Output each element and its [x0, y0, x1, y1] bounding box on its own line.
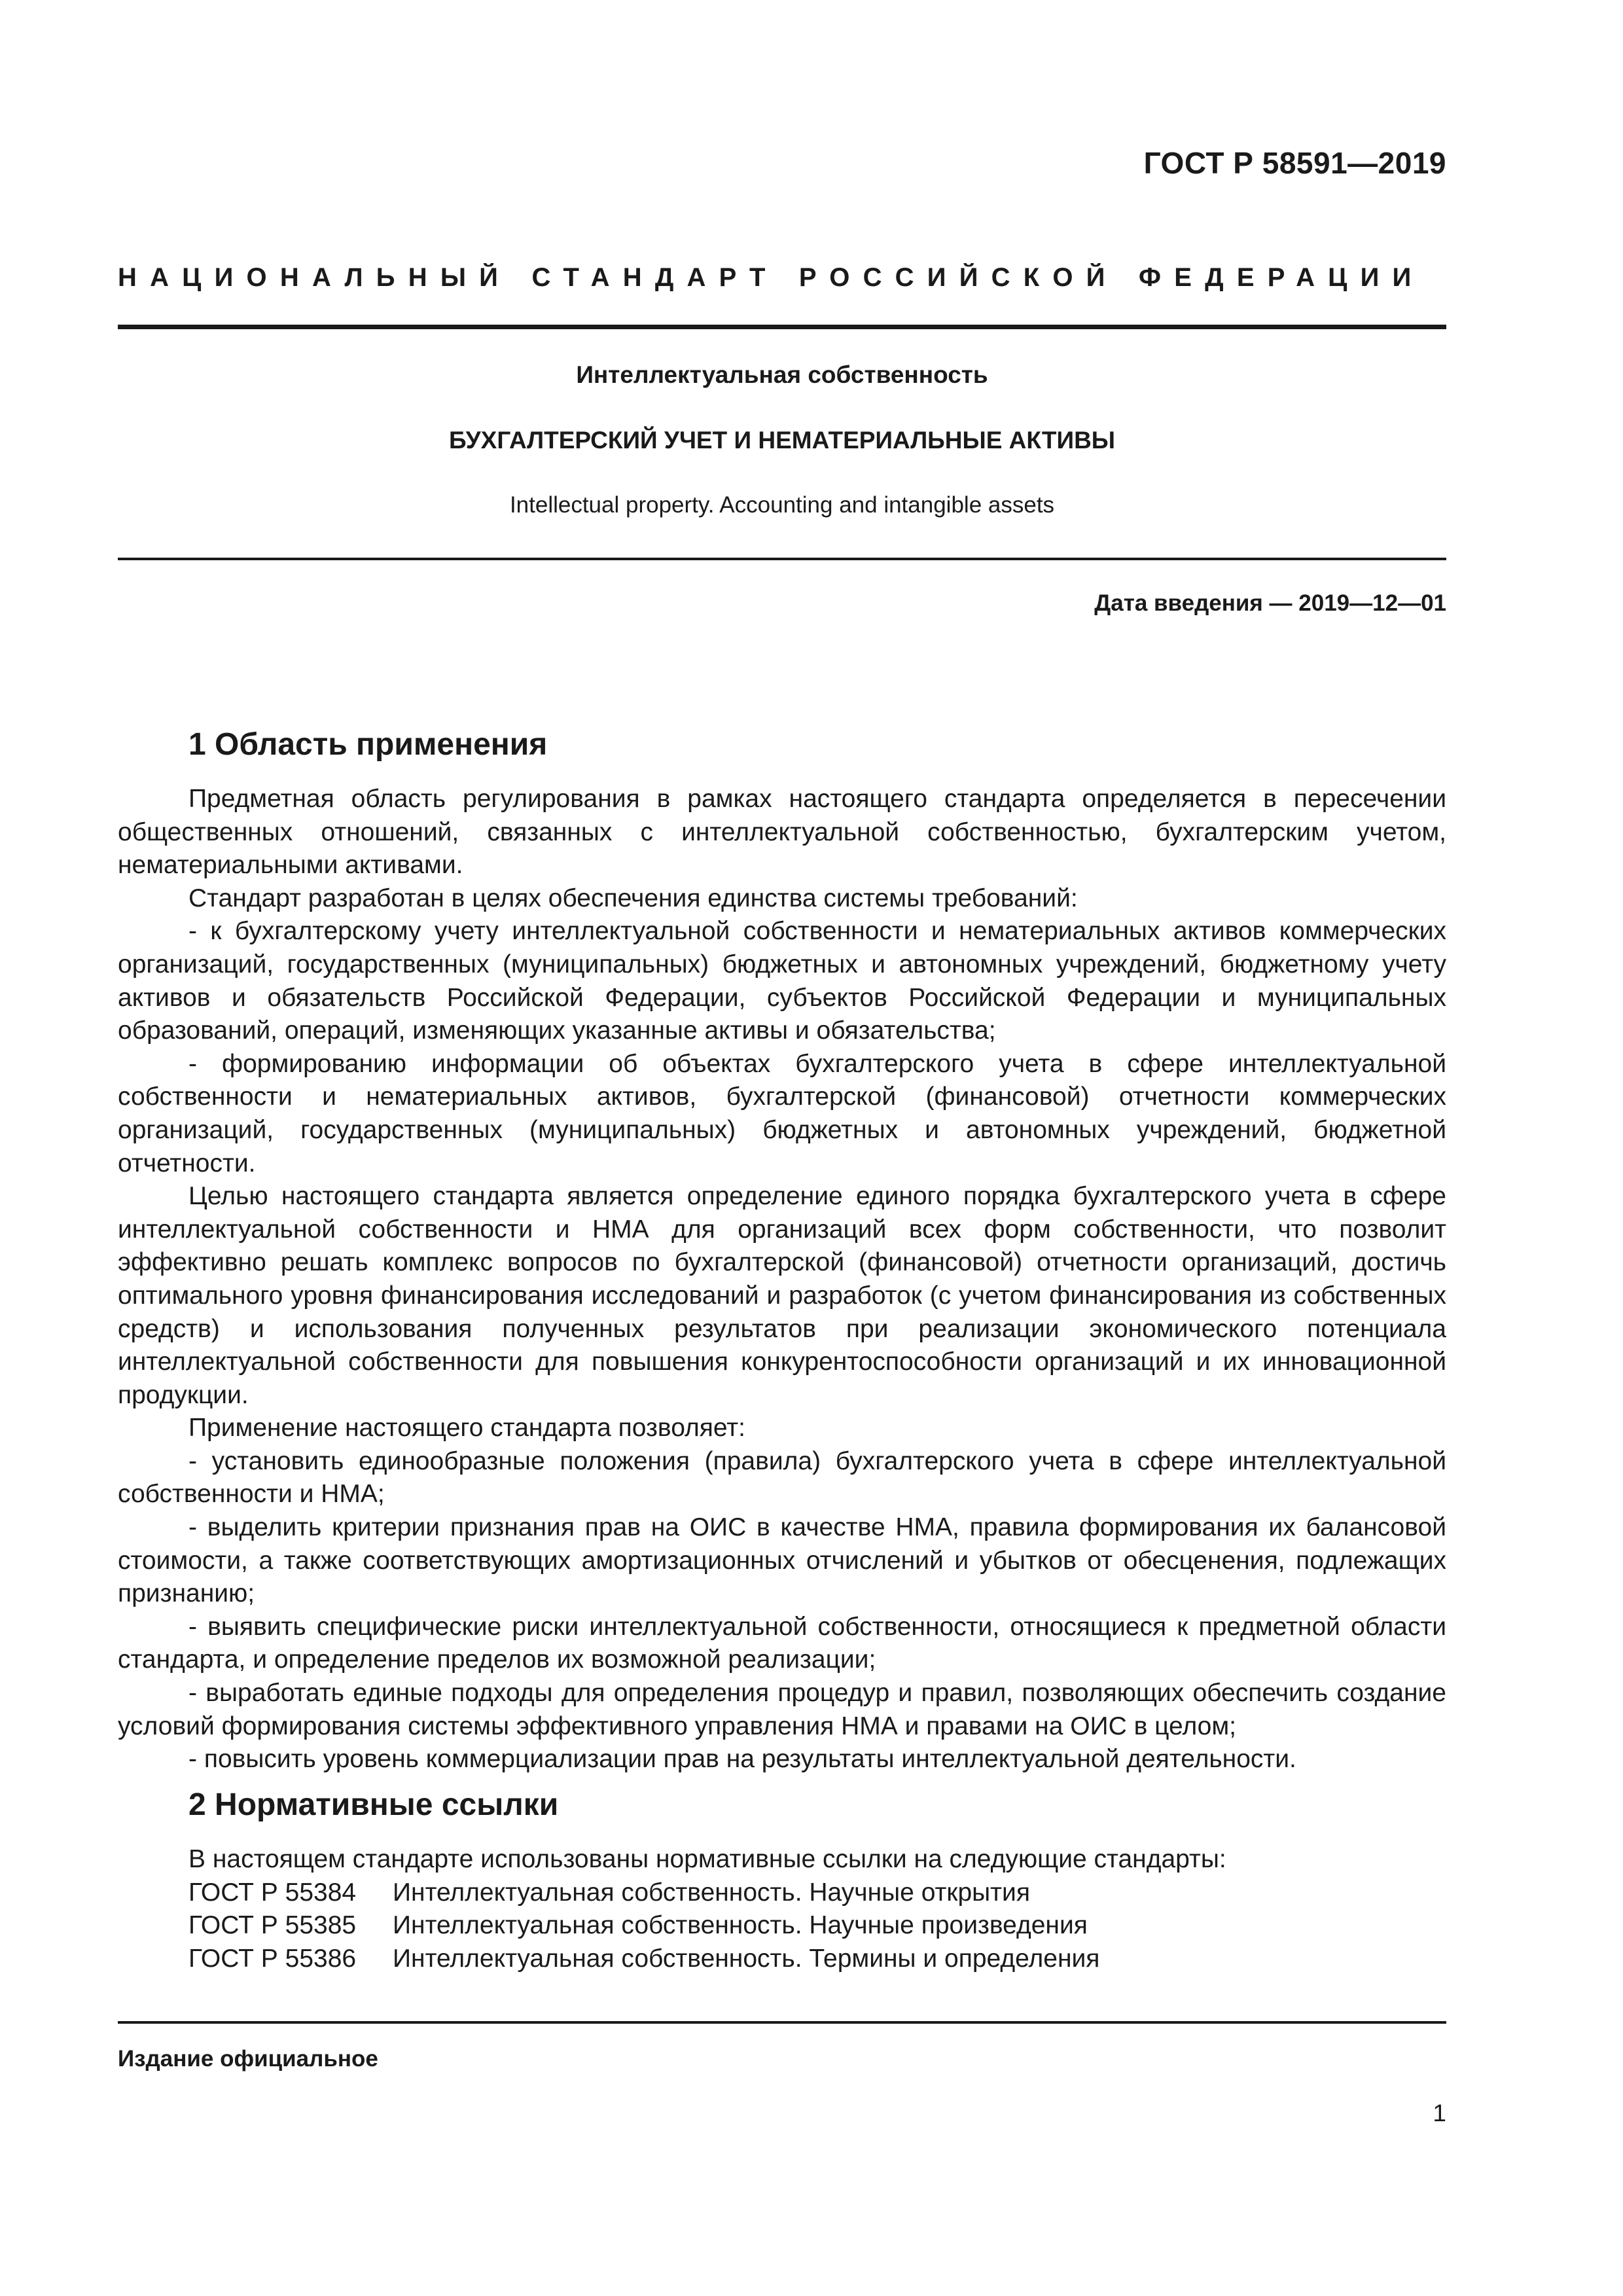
list-item: - выработать единые подходы для определения процедур и правил, позволяющих обеспечить создание условий формирования системы эффективного управления НМА и правами на ОИС в целом;	[118, 1679, 1446, 1740]
document-page	[118, 0, 1446, 2296]
reference-list	[118, 1876, 1446, 1976]
document-code: ГОСТ Р 58591—2019	[1143, 146, 1446, 180]
reference-code: ГОСТ Р 55386	[188, 1944, 357, 1973]
reference-item	[118, 1943, 1446, 1976]
header-divider	[118, 325, 1446, 329]
reference-title: Интеллектуальная собственность. Научные произведения	[393, 1911, 1088, 1940]
edition-label: Издание официальное	[118, 2046, 378, 2072]
paragraph: Применение настоящего стандарта позволяет:	[188, 1414, 745, 1443]
list-item: - выявить специфические риски интеллектуальной собственности, относящиеся к предметной области стандарта, и определение пределов их возможной реализации;	[118, 1612, 1446, 1674]
reference-item	[118, 1909, 1446, 1943]
national-standard-title: НАЦИОНАЛЬНЫЙ СТАНДАРТ РОССИЙСКОЙ ФЕДЕРАЦИИ	[118, 263, 1425, 292]
paragraph: Стандарт разработан в целях обеспечения единства системы требований:	[188, 884, 1078, 912]
standard-title-en: Intellectual property. Accounting and intangible assets	[509, 492, 1055, 518]
references-intro: В настоящем стандарте использованы нормативные ссылки на следующие стандарты:	[188, 1845, 1226, 1873]
section-1-body	[118, 783, 1446, 1776]
standard-title-ru: БУХГАЛТЕРСКИЙ УЧЕТ И НЕМАТЕРИАЛЬНЫЕ АКТИВЫ	[448, 427, 1116, 454]
reference-title: Интеллектуальная собственность. Научные открытия	[393, 1878, 1030, 1907]
reference-title: Интеллектуальная собственность. Термины и определения	[393, 1944, 1100, 1973]
reference-item	[118, 1876, 1446, 1910]
title-divider	[118, 558, 1446, 560]
paragraph: Предметная область регулирования в рамках настоящего стандарта определяется в пересечении общественных отношений, связанных с интеллектуальной собственностью, бухгалтерским учетом, нематериальными активами.	[118, 785, 1446, 880]
list-item: - к бухгалтерскому учету интеллектуальной собственности и нематериальных активов коммерческих организаций, государственных (муниципальных) бюджетных и автономных учреждений, бюджетному учету активов и обязательств Российской Федерации, субъектов Российской Федерации и муниципальных образований, операций, изменяющих указанные активы и обязательства;	[118, 917, 1446, 1045]
reference-code: ГОСТ Р 55384	[188, 1878, 357, 1907]
section-2-heading: 2 Нормативные ссылки	[188, 1787, 559, 1822]
list-item: - установить единообразные положения (правила) бухгалтерского учета в сфере интеллектуальной собственности и НМА;	[118, 1446, 1446, 1509]
introduction-date: Дата введения — 2019—12—01	[1094, 590, 1446, 616]
page-number: 1	[1433, 2100, 1446, 2126]
paragraph: Целью настоящего стандарта является определение единого порядка бухгалтерского учета в сфере интеллектуальной собственности и НМА для организаций всех форм собственности, что позволит эффективно решать комплекс вопросов по бухгалтерской (финансовой) отчетности организаций, достичь оптимального уровня финансирования исследований и разработок (с учетом финансирования из собственных средств) и использования полученных результатов при реализации экономического потенциала интеллектуальной собственности для повышения конкурентоспособности организаций и их инновационной продукции.	[118, 1182, 1446, 1409]
list-item: - выделить критерии признания прав на ОИС в качестве НМА, правила формирования их балансовой стоимости, а также соответствующих амортизационных отчислений и убытков от обесценения, подлежащих признанию;	[118, 1513, 1446, 1608]
list-item: - повысить уровень коммерциализации прав на результаты интеллектуальной деятельности.	[188, 1745, 1296, 1774]
list-item: - формированию информации об объектах бухгалтерского учета в сфере интеллектуальной собственности и нематериальных активов, бухгалтерской (финансовой) отчетности коммерческих организаций, государственных (муниципальных) бюджетных и автономных учреждений, бюджетной отчетности.	[118, 1049, 1446, 1177]
section-2-body	[118, 1843, 1446, 1975]
footer-divider	[118, 2021, 1446, 2024]
section-1-heading: 1 Область применения	[188, 727, 548, 762]
subject-title: Интеллектуальная собственность	[576, 361, 988, 388]
reference-code: ГОСТ Р 55385	[188, 1911, 357, 1940]
